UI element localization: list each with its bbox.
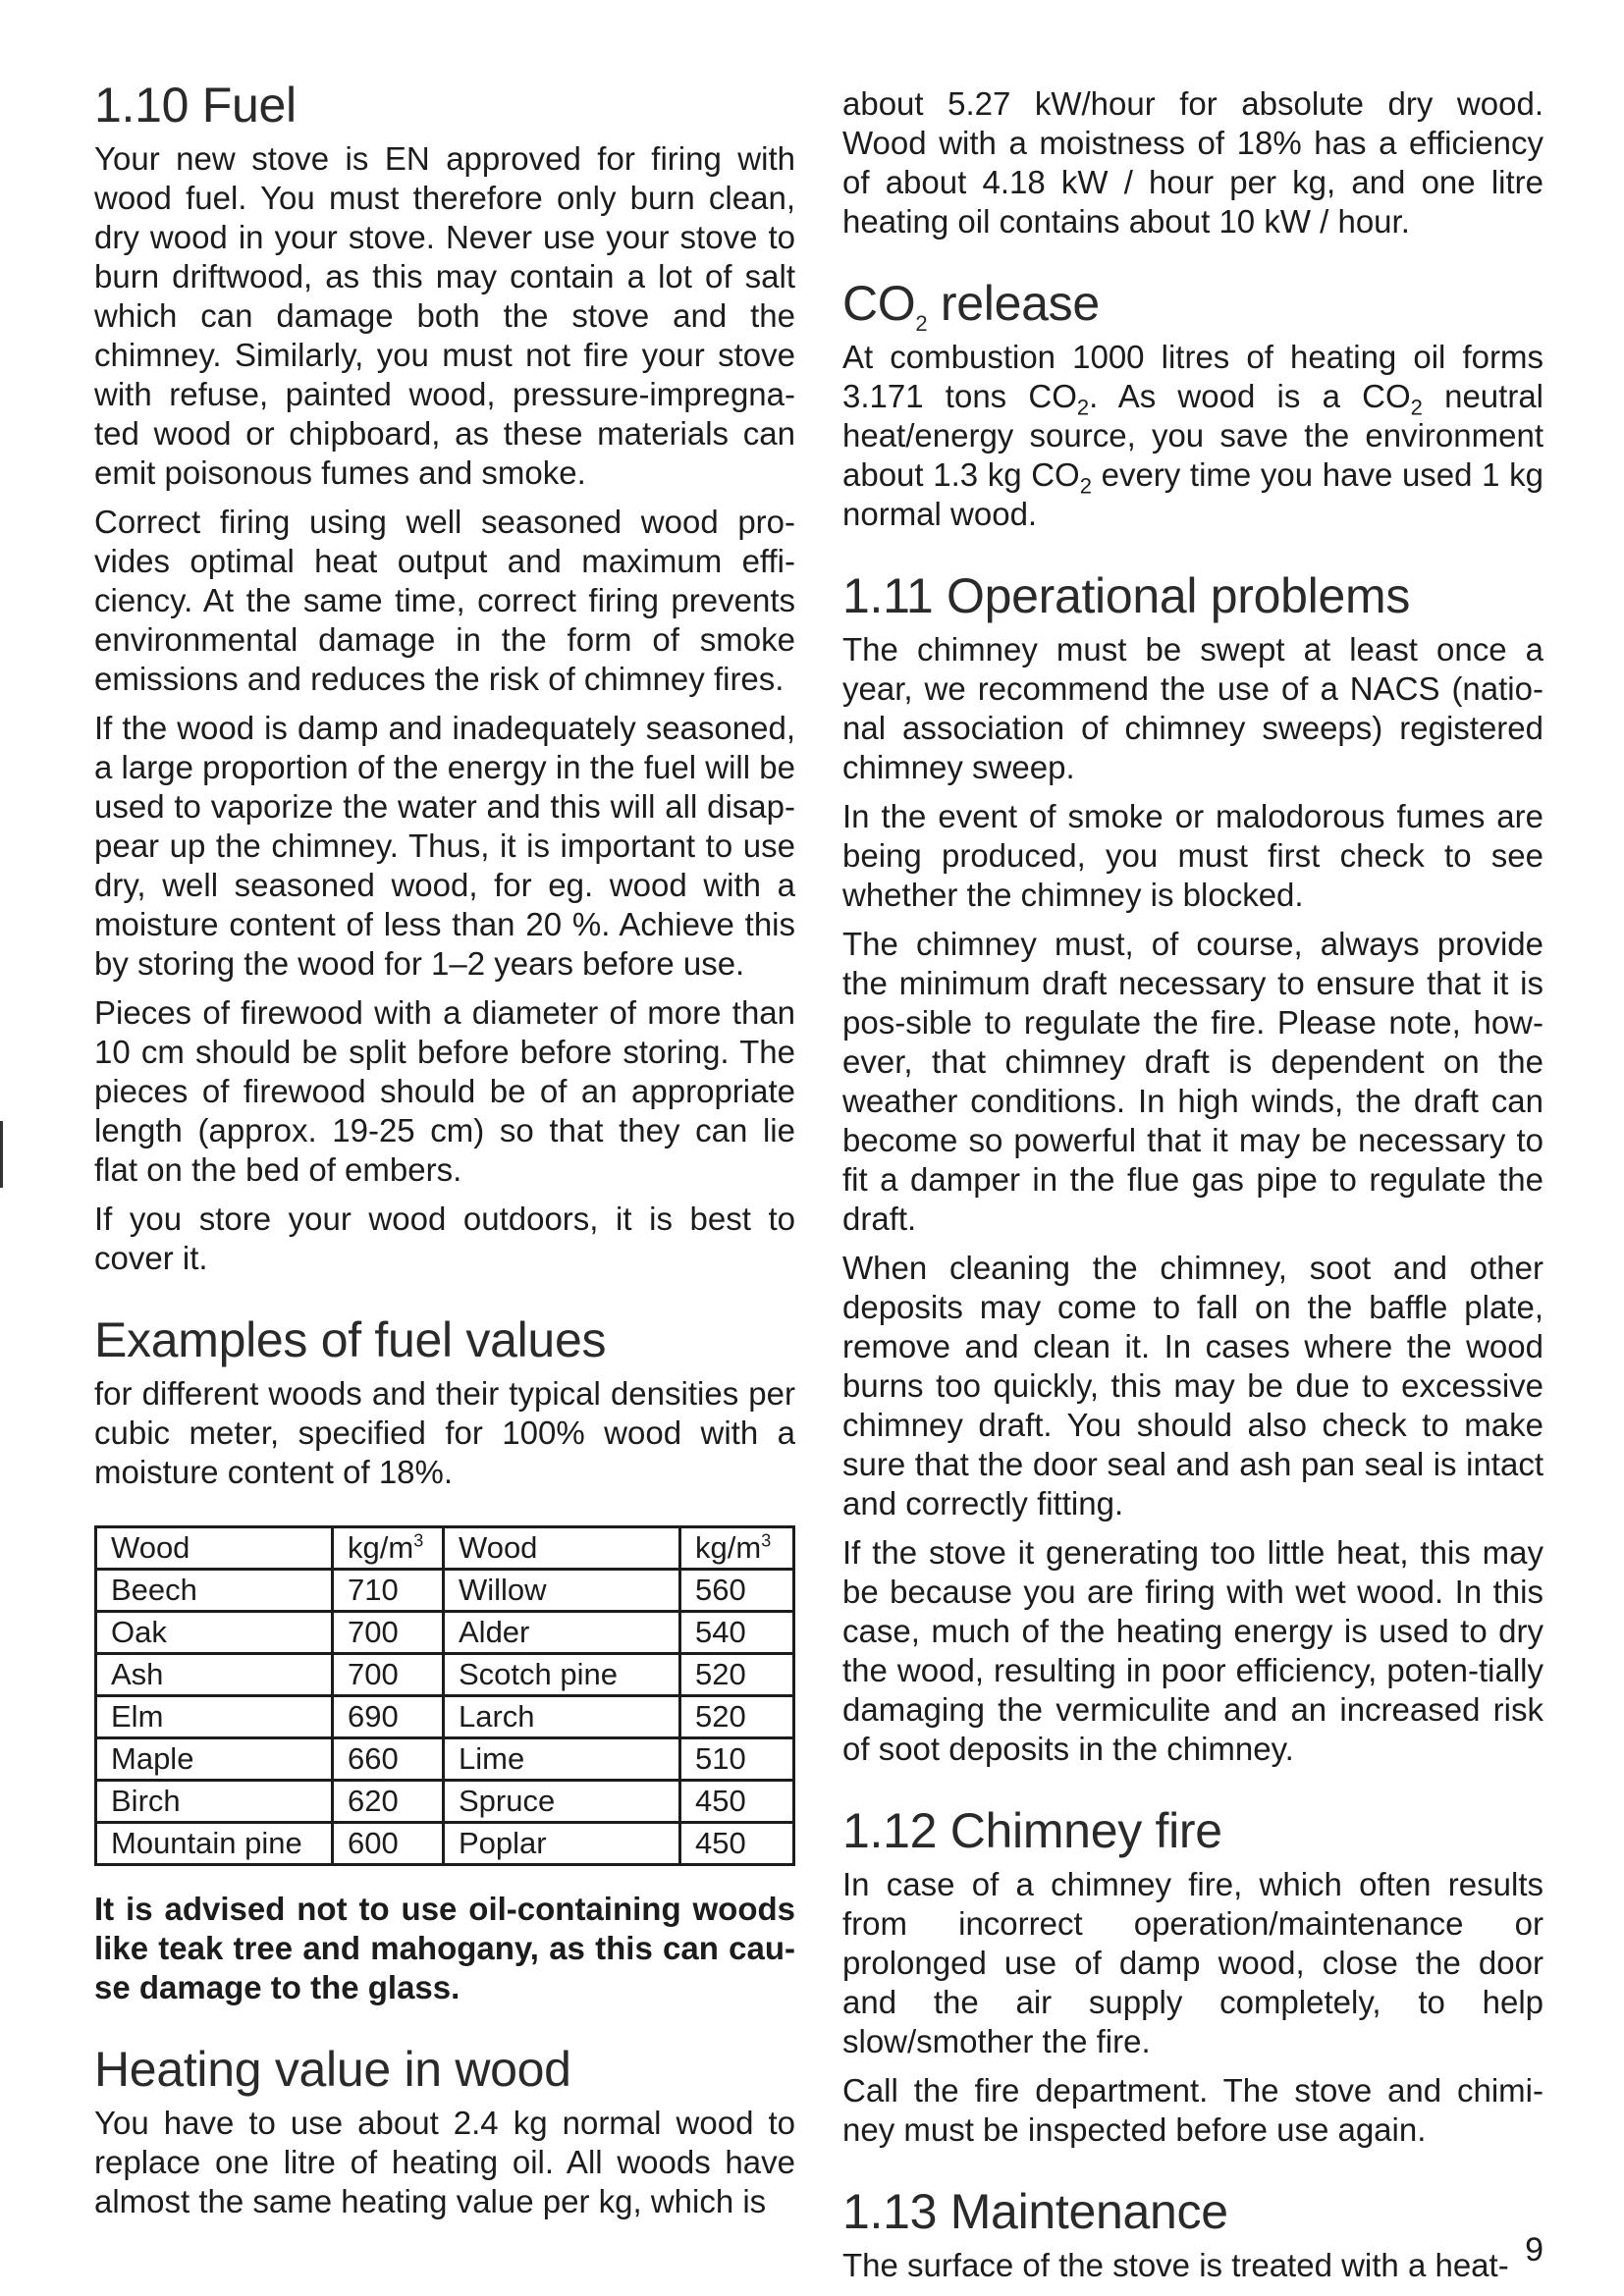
table-row [96,1738,794,1781]
page-number: 9 [1525,2231,1543,2269]
chimney-fire-paragraph-2: Call the fire department. The stove and chimi-ney must be inspected before use again. [842,2072,1543,2148]
table-cell: Larch [444,1696,680,1738]
table-cell: 520 [680,1696,794,1738]
table-cell: Spruce [444,1781,680,1823]
fuel-density-table [94,1525,795,1866]
fuel-paragraph-4: Pieces of firewood with a diameter of more than 10 cm should be split before before storing. The pieces of firewood should be of an appropriate length (approx. 19-25 cm) so that they can lie flat on the bed of embers. [94,994,795,1188]
table-cell: Lime [444,1738,680,1781]
operational-problems-heading: 1.11 Operational problems [842,568,1411,623]
header-wood-1: Wood [96,1527,333,1570]
operational-paragraph-1: The chimney must be swept at least once a year, we recommend the use of a NACS (natio-nal association of chimney sweeps) registered chimney sweep. [842,631,1543,785]
table-cell: Oak [96,1612,333,1654]
table-cell: 700 [333,1654,444,1696]
table-cell: 700 [333,1612,444,1654]
operational-paragraph-5: If the stove it generating too little heat, this may be because you are firing with wet wood. In this case, much of the heating energy is used to dry the wood, resulting in poor efficiency, poten-tially damaging the vermiculite and an increased risk of soot deposits in the chimney. [842,1534,1543,1767]
header-wood-2: Wood [444,1527,680,1570]
heating-value-paragraph: You have to use about 2.4 kg normal wood to replace one litre of heating oil. All woods have almost the same heating value per kg, which is [94,2105,795,2219]
table-cell: 510 [680,1738,794,1781]
table-cell: 520 [680,1654,794,1696]
operational-paragraph-3: The chimney must, of course, always provide the minimum draft necessary to ensure that it is pos-sible to regulate the fire. Please note, how-ever, that chimney draft is dependent on the weather conditions. In high winds, the draft can become so powerful that it may be necessary to fit a damper in the flue gas pipe to regulate the draft. [842,926,1543,1237]
table-row [96,1823,794,1865]
table-cell: 540 [680,1612,794,1654]
table-row [96,1570,794,1612]
table-cell: Elm [96,1696,333,1738]
table-cell: 660 [333,1738,444,1781]
table-row [96,1654,794,1696]
fuel-heading: 1.10 Fuel [94,78,297,133]
table-row [96,1696,794,1738]
table-cell: 620 [333,1781,444,1823]
operational-paragraph-4: When cleaning the chimney, soot and other deposits may come to fall on the baffle plate, remove and clean it. In cases where the wood burns too quickly, this may be due to excessive chimney draft. You should also check to make sure that the door seal and ash pan seal is intact and correctly fitting. [842,1250,1543,1522]
table-cell: Ash [96,1654,333,1696]
table-cell: 690 [333,1696,444,1738]
table-cell: Beech [96,1570,333,1612]
table-row [96,1781,794,1823]
header-unit-1: $kg/m^3$ [333,1527,444,1570]
maintenance-heading: 1.13 Maintenance [842,2184,1228,2239]
table-cell: Maple [96,1738,333,1781]
examples-intro: for different woods and their typical densities per cubic meter, specified for 100% wood with a moisture content of 18%. [94,1375,795,1490]
heating-value-heading: Heating value in wood [94,2042,571,2097]
table-cell: Birch [96,1781,333,1823]
chimney-fire-heading: 1.12 Chimney fire [842,1803,1222,1858]
fuel-paragraph-2: Correct firing using well seasoned wood pro-vides optimal heat output and maximum effi-ciency. At the same time, correct firing prevents environmental damage in the form of smoke emissions and reduces the risk of chimney fires. [94,504,795,697]
left-column [94,77,795,2231]
table-cell: Mountain pine [96,1823,333,1865]
co2-paragraph: At combustion 1000 litres of heating oil forms 3.171 tons $CO_2$. As wood is a $CO_2$ neutral heat/energy source, you save the environment about 1.3 kg $CO_2$ every time you have used 1 kg normal wood. [842,339,1544,532]
maintenance-paragraph: The surface of the stove is treated with a heat- [842,2247,1509,2283]
table-cell: 600 [333,1823,444,1865]
right-column [842,84,1543,2295]
table-cell: 710 [333,1570,444,1612]
table-cell: Poplar [444,1823,680,1865]
margin-change-bar [0,1121,3,1188]
oil-wood-warning: It is advised not to use oil-containing woods like teak tree and mahogany, as this can cau-se damage to the glass. [94,1891,795,2005]
table-cell: 450 [680,1781,794,1823]
table-header-row [96,1527,794,1570]
operational-paragraph-2: In the event of smoke or malodorous fumes are being produced, you must first check to see whether the chimney is blocked. [842,798,1543,913]
heating-value-continuation: about 5.27 kW/hour for absolute dry wood. Wood with a moistness of 18% has a efficiency of about 4.18 kW / hour per kg, and one litre heating oil contains about 10 kW / hour. [842,85,1543,240]
co2-heading: $CO_2$ release [842,276,1100,336]
table-cell: Alder [444,1612,680,1654]
examples-heading: Examples of fuel values [94,1312,607,1367]
table-row [96,1612,794,1654]
fuel-paragraph-1: Your new stove is EN approved for firing with wood fuel. You must therefore only burn clean, dry wood in your stove. Never use your stove to burn driftwood, as this may contain a lot of salt which can damage both the stove and the chimney. Similarly, you must not fire your stove with refuse, painted wood, pressure-impregna-ted wood or chipboard, as these materials can emit poisonous fumes and smoke. [94,140,795,491]
table-cell: Willow [444,1570,680,1612]
header-unit-2: $kg/m^3$ [680,1527,794,1570]
table-cell: Scotch pine [444,1654,680,1696]
fuel-paragraph-3: If the wood is damp and inadequately seasoned, a large proportion of the energy in the fuel will be used to vaporize the water and this will all disap-pear up the chimney. Thus, it is important to use dry, well seasoned wood, for eg. wood with a moisture content of less than 20 %. Achieve this by storing the wood for 1–2 years before use. [94,710,795,982]
table-cell: 450 [680,1823,794,1865]
table-cell: 560 [680,1570,794,1612]
chimney-fire-paragraph-1: In case of a chimney fire, which often results from incorrect operation/maintenance or prolonged use of damp wood, close the door and the air supply completely, to help slow/smother the fire. [842,1866,1543,2059]
fuel-paragraph-5: If you store your wood outdoors, it is best to cover it. [94,1201,795,1276]
